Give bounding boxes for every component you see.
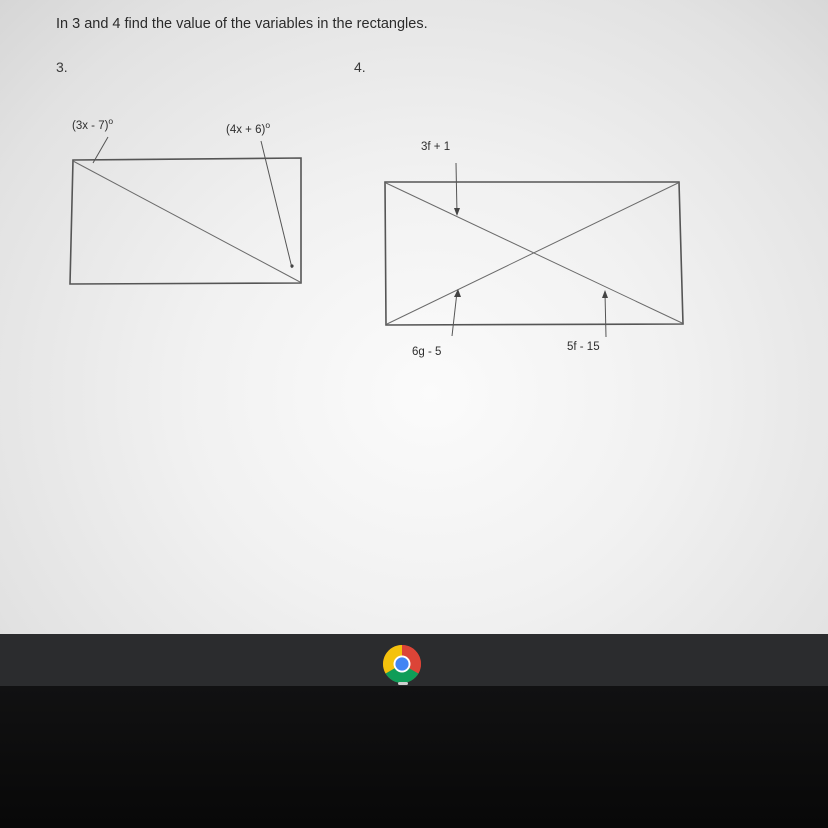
- segment-label-5f-minus-15: 5f - 15: [567, 341, 600, 353]
- taskbar: [0, 634, 828, 686]
- problem-4-figure: [385, 163, 683, 337]
- problem-4-pointer-bottom-left: [452, 292, 457, 336]
- app-running-indicator: [398, 682, 408, 685]
- instructions-text: In 3 and 4 find the value of the variables in the rectangles.: [56, 16, 428, 32]
- problem-3-number: 3.: [56, 59, 68, 75]
- angle-label-3x-minus-7: [72, 116, 113, 132]
- problem-4-number: 4.: [354, 59, 366, 75]
- angle-label-3x-minus-7-text: (3x - 7): [72, 120, 109, 132]
- problem-3-pointer-right: [261, 141, 292, 268]
- problem-4-pointer-bottom-right: [605, 293, 606, 337]
- problem-3-figure: [70, 137, 301, 284]
- problem-3-diagonal: [73, 161, 300, 282]
- monitor-bezel: [0, 686, 828, 828]
- problem-4-pointer-top: [456, 163, 457, 214]
- degree-symbol: o: [265, 120, 271, 130]
- chrome-taskbar-button[interactable]: [382, 644, 422, 684]
- angle-label-4x-plus-6-text: (4x + 6): [226, 124, 266, 136]
- segment-label-3f-plus-1: 3f + 1: [421, 141, 451, 153]
- segment-label-6g-minus-5: 6g - 5: [412, 346, 442, 358]
- degree-symbol: o: [108, 116, 114, 126]
- angle-label-4x-plus-6: [226, 120, 270, 136]
- chrome-icon: [382, 644, 422, 684]
